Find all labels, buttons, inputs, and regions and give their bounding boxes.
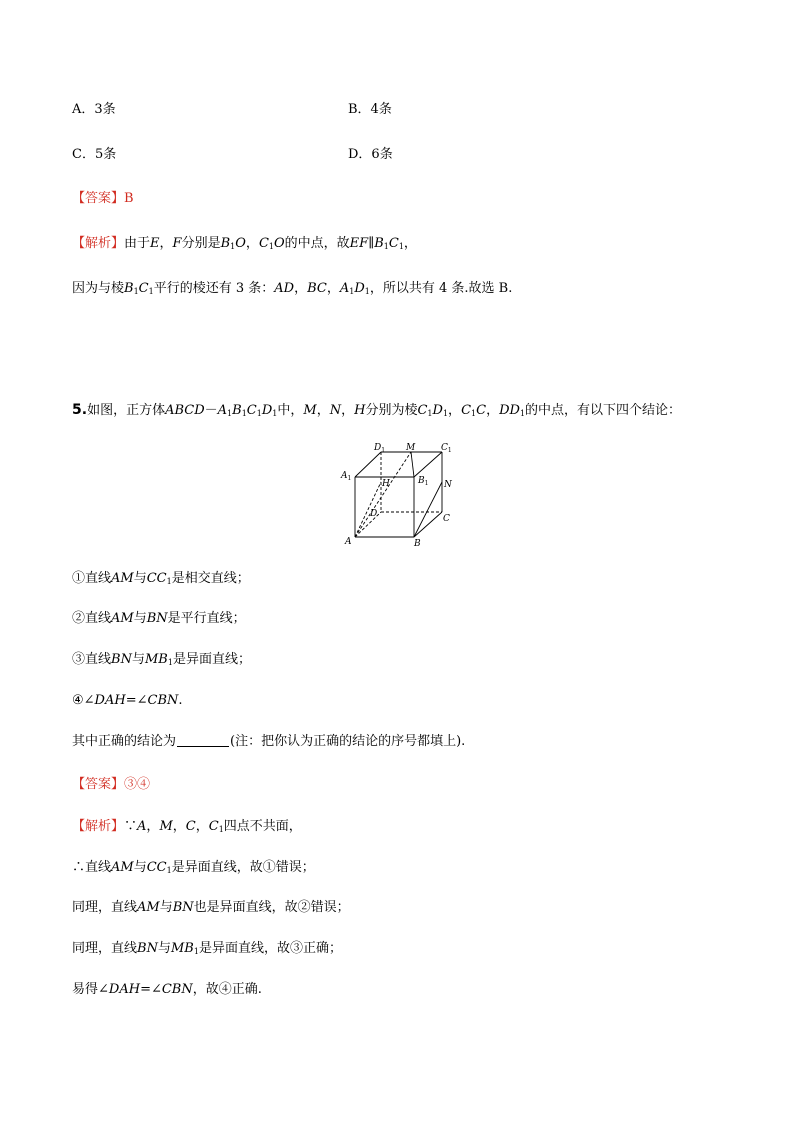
text: 是相交直线； xyxy=(171,571,250,586)
text: ②直线 xyxy=(72,611,112,626)
q5-analysis-line-4 xyxy=(72,940,342,961)
var: DAH xyxy=(94,693,126,708)
var: O xyxy=(235,236,246,251)
subscript: 1 xyxy=(148,287,154,296)
var: M xyxy=(159,819,173,834)
text: ， xyxy=(316,403,330,418)
subscript: 1 xyxy=(218,825,224,834)
var: B xyxy=(374,236,384,251)
text: ， xyxy=(403,236,417,251)
var: MB xyxy=(144,652,168,667)
var: M xyxy=(303,403,317,418)
q5-stem xyxy=(72,401,681,423)
var: ABCD xyxy=(165,403,205,418)
subscript: 1 xyxy=(241,409,247,418)
label-n: N xyxy=(444,480,452,490)
text: ， xyxy=(195,819,209,834)
option-c: C．5条 xyxy=(72,147,117,162)
text: 是平行直线； xyxy=(167,611,246,626)
label-c1: $C_1$ xyxy=(441,443,452,454)
question-number: 5. xyxy=(72,402,88,418)
var: BC xyxy=(307,281,327,296)
var: C xyxy=(417,403,428,418)
edge-bc xyxy=(414,512,442,537)
q5-fill-in xyxy=(72,733,465,751)
label-m: M xyxy=(406,443,416,453)
label-d1: $D_1$ xyxy=(374,443,386,454)
subscript: 1 xyxy=(272,409,278,418)
subscript: 1 xyxy=(471,409,477,418)
segment-am-hidden xyxy=(355,452,411,537)
text: ， xyxy=(326,281,340,296)
text: 与 xyxy=(131,652,145,667)
label-c: C xyxy=(443,514,450,524)
q5-analysis-line-2 xyxy=(72,859,315,880)
segment-bn xyxy=(414,482,442,537)
text: 是异面直线； xyxy=(172,652,251,667)
conclusion-2 xyxy=(72,610,246,628)
text: ， xyxy=(172,819,186,834)
conclusion-1 xyxy=(72,570,250,591)
var: B xyxy=(124,281,134,296)
text: ， xyxy=(146,819,160,834)
text: ③直线 xyxy=(72,652,112,667)
text: 也是异面直线，故②错误； xyxy=(193,900,350,915)
var: C xyxy=(388,236,399,251)
var: D xyxy=(432,403,443,418)
text: 四点不共面， xyxy=(223,819,302,834)
var: C xyxy=(258,236,269,251)
label-a: A xyxy=(345,537,352,547)
q5-answer xyxy=(72,776,150,794)
subscript: 1 xyxy=(227,409,233,418)
var: DAH xyxy=(108,982,141,997)
var: E xyxy=(150,236,160,251)
var: BN xyxy=(111,652,132,667)
var: A xyxy=(339,281,350,296)
subscript: 1 xyxy=(193,947,199,956)
analysis-tag: 【解析】 xyxy=(72,819,125,834)
text: =∠ xyxy=(140,982,162,997)
text: (注：把你认为正确的结论的序号都填上). xyxy=(230,734,466,749)
label-d: D xyxy=(370,509,378,519)
subscript: 1 xyxy=(167,658,173,667)
answer-blank[interactable] xyxy=(177,733,229,747)
segment-b1m xyxy=(411,452,414,477)
subscript: 1 xyxy=(133,287,139,296)
subscript: 1 xyxy=(442,409,449,418)
subscript: 1 xyxy=(398,242,404,251)
var: AM xyxy=(111,860,134,875)
var: CC xyxy=(146,860,167,875)
edge-a1d1 xyxy=(355,452,381,477)
subscript: 1 xyxy=(166,577,172,586)
text: ④∠ xyxy=(72,693,95,708)
answer-tag: 【答案】 xyxy=(72,777,125,792)
text: 与 xyxy=(159,900,173,915)
text: 是异面直线，故③正确； xyxy=(198,941,342,956)
var: C xyxy=(138,281,149,296)
answer-value: B xyxy=(124,191,134,206)
text: － xyxy=(204,403,218,418)
var: C xyxy=(461,403,472,418)
text: 同理，直线 xyxy=(72,941,138,956)
var: C xyxy=(246,403,257,418)
text: 平行的棱还有 3 条： xyxy=(153,281,275,296)
q4-analysis-line-1 xyxy=(72,235,417,256)
var: B xyxy=(232,403,242,418)
q4-analysis-line-2 xyxy=(72,280,512,301)
label-a1: $A_1$ xyxy=(341,471,352,482)
text: 同理，直线 xyxy=(72,900,138,915)
text: 中， xyxy=(277,403,304,418)
text: ，所以共有 4 条.故选 B. xyxy=(369,281,513,296)
option-a: A．3条 xyxy=(72,102,116,117)
subscript: 1 xyxy=(364,287,370,296)
label-b1: $B_1$ xyxy=(418,476,429,487)
text: 如图，正方体 xyxy=(87,403,166,418)
subscript: 1 xyxy=(519,409,526,418)
text: ∴直线 xyxy=(72,860,112,875)
var: N xyxy=(329,403,342,418)
text: 与 xyxy=(133,860,147,875)
text: 的中点，有以下四个结论： xyxy=(525,403,682,418)
var: BN xyxy=(172,900,194,915)
q5-analysis-line-1 xyxy=(72,818,302,839)
text: ， xyxy=(159,236,173,251)
edge-b1c1 xyxy=(414,452,442,477)
var: H xyxy=(354,403,366,418)
var: EF xyxy=(349,236,369,251)
q4-answer xyxy=(72,190,134,208)
subscript: 1 xyxy=(256,409,262,418)
var: D xyxy=(261,403,273,418)
text: ， xyxy=(341,403,355,418)
answer-tag: 【答案】 xyxy=(72,191,125,206)
var: D xyxy=(354,281,365,296)
text: 其中正确的结论为 xyxy=(72,734,177,749)
option-d: D．6条 xyxy=(348,147,393,162)
var: B xyxy=(220,236,231,251)
text: 分别为棱 xyxy=(365,403,418,418)
var: A xyxy=(217,403,228,418)
subscript: 1 xyxy=(268,242,274,251)
text: ，故④正确. xyxy=(192,982,262,997)
var: MB xyxy=(170,941,194,956)
var: BN xyxy=(137,941,158,956)
text: ， xyxy=(245,236,259,251)
answer-value: ③④ xyxy=(124,777,151,792)
text: 与 xyxy=(133,611,147,626)
var: A xyxy=(137,819,147,834)
var: CBN xyxy=(147,693,179,708)
text: 与 xyxy=(133,571,147,586)
var: CC xyxy=(146,571,167,586)
text: ， xyxy=(486,403,500,418)
conclusion-3 xyxy=(72,651,251,672)
var: DD xyxy=(499,403,520,418)
subscript: 1 xyxy=(383,242,389,251)
text: 由于 xyxy=(124,236,151,251)
text: 的中点，故 xyxy=(284,236,350,251)
text: ∵ xyxy=(124,819,138,834)
text: =∠ xyxy=(125,693,148,708)
cube-figure xyxy=(338,440,468,550)
conclusion-4 xyxy=(72,692,183,710)
text: 易得∠ xyxy=(72,982,109,997)
subscript: 1 xyxy=(166,866,172,875)
text: ， xyxy=(448,403,462,418)
text: 因为与棱 xyxy=(72,281,125,296)
text: ， xyxy=(294,281,308,296)
subscript: 1 xyxy=(230,242,236,251)
var: F xyxy=(172,236,182,251)
var: C xyxy=(185,819,196,834)
text: 分别是 xyxy=(181,236,221,251)
var: AM xyxy=(111,611,134,626)
text: 与 xyxy=(157,941,171,956)
label-b: B xyxy=(414,539,421,549)
subscript: 1 xyxy=(427,409,433,418)
var: AM xyxy=(111,571,134,586)
var: AD xyxy=(274,281,295,296)
var: AM xyxy=(137,900,160,915)
text: ∥ xyxy=(368,236,375,251)
var: CBN xyxy=(161,982,193,997)
analysis-tag: 【解析】 xyxy=(72,236,125,251)
label-h: H xyxy=(382,479,390,489)
text: ①直线 xyxy=(72,571,112,586)
text: 是异面直线，故①错误； xyxy=(171,860,315,875)
var: O xyxy=(273,236,285,251)
var: C xyxy=(208,819,219,834)
q5-analysis-line-5 xyxy=(72,981,262,999)
text: . xyxy=(178,693,183,708)
subscript: 1 xyxy=(349,287,355,296)
var: BN xyxy=(146,611,168,626)
var: C xyxy=(476,403,487,418)
q5-analysis-line-3 xyxy=(72,899,350,917)
option-b: B．4条 xyxy=(348,102,392,117)
